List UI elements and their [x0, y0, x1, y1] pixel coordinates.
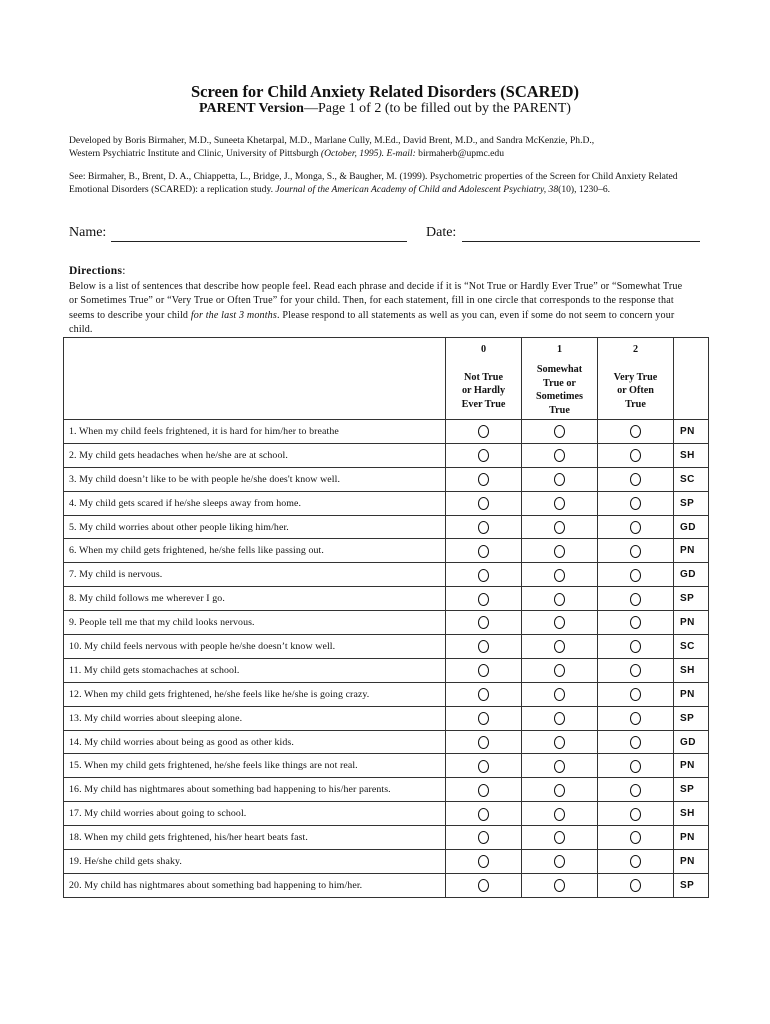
response-cell [522, 754, 598, 778]
response-cell [446, 443, 522, 467]
response-circle-2[interactable] [630, 831, 641, 844]
item-statement: 3. My child doesn’t like to be with people he/she does't know well. [64, 467, 446, 491]
citation-journal: Journal of the American Academy of Child and Adolescent Psychiatry, 38 [275, 184, 559, 195]
response-circle-0[interactable] [478, 712, 489, 725]
response-circle-1[interactable] [554, 449, 565, 462]
response-circle-2[interactable] [630, 497, 641, 510]
response-circle-1[interactable] [554, 760, 565, 773]
subscale-code: SP [674, 873, 709, 897]
table-row [64, 850, 709, 874]
column-score: 0 [480, 344, 487, 355]
response-circle-0[interactable] [478, 664, 489, 677]
table-row [64, 491, 709, 515]
response-cell [598, 611, 674, 635]
header-code-blank [674, 338, 709, 420]
subscale-code: SP [674, 706, 709, 730]
response-circle-1[interactable] [554, 784, 565, 797]
table-row [64, 658, 709, 682]
response-circle-1[interactable] [554, 521, 565, 534]
response-cell [446, 778, 522, 802]
response-circle-2[interactable] [630, 593, 641, 606]
response-cell [446, 563, 522, 587]
subscale-code: GD [674, 563, 709, 587]
response-cell [598, 539, 674, 563]
response-cell [598, 730, 674, 754]
subscale-code: GD [674, 515, 709, 539]
response-cell [522, 658, 598, 682]
response-cell [522, 850, 598, 874]
column-label-line: Not True [464, 371, 503, 383]
response-circle-2[interactable] [630, 569, 641, 582]
response-cell [522, 802, 598, 826]
response-circle-2[interactable] [630, 879, 641, 892]
item-statement: 10. My child feels nervous with people he/she doesn’t know well. [64, 635, 446, 659]
header-col-1 [522, 338, 598, 420]
item-statement: 18. When my child gets frightened, his/her heart beats fast. [64, 826, 446, 850]
response-cell [522, 730, 598, 754]
item-statement: 13. My child worries about sleeping alone. [64, 706, 446, 730]
subscale-code: SP [674, 778, 709, 802]
response-cell [446, 706, 522, 730]
response-cell [522, 563, 598, 587]
response-cell [522, 635, 598, 659]
response-circle-0[interactable] [478, 449, 489, 462]
response-cell [598, 873, 674, 897]
column-label-line: Somewhat [536, 363, 583, 375]
subscale-code: SC [674, 635, 709, 659]
subscale-code: SH [674, 802, 709, 826]
response-circle-0[interactable] [478, 784, 489, 797]
response-circle-0[interactable] [478, 425, 489, 438]
credits-email: birmaherb@upmc.edu [415, 148, 505, 159]
name-date-fields [69, 225, 709, 245]
item-statement: 7. My child is nervous. [64, 563, 446, 587]
subscale-code: SH [674, 658, 709, 682]
response-cell [522, 873, 598, 897]
developer-credits [69, 134, 709, 160]
item-statement: 1. When my child feels frightened, it is hard for him/her to breathe [64, 420, 446, 444]
response-cell [598, 563, 674, 587]
response-circle-2[interactable] [630, 736, 641, 749]
response-cell [446, 850, 522, 874]
name-field[interactable] [111, 241, 407, 242]
response-circle-1[interactable] [554, 879, 565, 892]
response-circle-1[interactable] [554, 855, 565, 868]
response-cell [598, 658, 674, 682]
directions-heading [69, 265, 126, 277]
response-cell [522, 420, 598, 444]
column-score: 1 [556, 344, 563, 355]
response-circle-1[interactable] [554, 616, 565, 629]
table-row [64, 778, 709, 802]
response-cell [522, 539, 598, 563]
response-circle-1[interactable] [554, 640, 565, 653]
header-blank [64, 338, 446, 420]
column-label-line: or Hardly [461, 385, 506, 397]
questionnaire-table [63, 337, 709, 898]
response-cell [446, 658, 522, 682]
item-statement: 19. He/she child gets shaky. [64, 850, 446, 874]
subscale-code: PN [674, 826, 709, 850]
response-cell [446, 826, 522, 850]
response-circle-0[interactable] [478, 831, 489, 844]
credits-date: (October, 1995). E-mail: [320, 148, 416, 159]
subscale-code: SC [674, 467, 709, 491]
column-label-line: Very True [613, 371, 658, 383]
response-cell [598, 802, 674, 826]
subscale-code: PN [674, 754, 709, 778]
item-statement: 14. My child worries about being as good as other kids. [64, 730, 446, 754]
directions-text-1: Below is a list of sentences that describe how people feel. Read each phrase and decide if it is “Not True or Hardly Ever True” or “Somewhat True or Sometimes True” or “Very True or Often True” for your child. Then, for each statement, fill in one circle that corresponds to the response that seems to describe your child [69, 281, 683, 321]
table-row [64, 420, 709, 444]
credits-institute: Western Psychiatric Institute and Clinic, University of Pittsburgh [69, 148, 321, 159]
citation [69, 170, 709, 196]
column-label-line: Sometimes [536, 391, 583, 403]
date-label: Date: [426, 225, 457, 240]
response-circle-1[interactable] [554, 473, 565, 486]
header-col-2 [598, 338, 674, 420]
response-circle-1[interactable] [554, 545, 565, 558]
response-cell [598, 443, 674, 467]
response-circle-2[interactable] [630, 760, 641, 773]
response-circle-2[interactable] [630, 664, 641, 677]
response-circle-0[interactable] [478, 616, 489, 629]
response-cell [446, 515, 522, 539]
response-cell [446, 611, 522, 635]
response-circle-0[interactable] [478, 593, 489, 606]
response-circle-2[interactable] [630, 545, 641, 558]
table-row [64, 730, 709, 754]
response-circle-2[interactable] [630, 712, 641, 725]
response-cell [522, 682, 598, 706]
subscale-code: PN [674, 850, 709, 874]
response-cell [446, 730, 522, 754]
response-circle-0[interactable] [478, 879, 489, 892]
response-cell [598, 515, 674, 539]
response-circle-0[interactable] [478, 569, 489, 582]
directions-title: Directions [69, 265, 123, 277]
response-circle-1[interactable] [554, 664, 565, 677]
table-row [64, 563, 709, 587]
response-cell [598, 635, 674, 659]
item-statement: 9. People tell me that my child looks nervous. [64, 611, 446, 635]
response-cell [598, 850, 674, 874]
directions-timeframe: for the last 3 months [190, 309, 277, 321]
response-circle-2[interactable] [630, 808, 641, 821]
response-circle-0[interactable] [478, 497, 489, 510]
subtitle-page-info: —Page 1 of 2 (to be filled out by the PARENT) [303, 101, 571, 116]
table-row [64, 539, 709, 563]
response-circle-2[interactable] [630, 855, 641, 868]
table-row [64, 515, 709, 539]
response-cell [598, 587, 674, 611]
response-cell [598, 826, 674, 850]
item-statement: 15. When my child gets frightened, he/she feels like things are not real. [64, 754, 446, 778]
response-cell [522, 778, 598, 802]
response-circle-2[interactable] [630, 616, 641, 629]
credits-line-2 [69, 147, 709, 160]
response-cell [446, 754, 522, 778]
response-circle-0[interactable] [478, 640, 489, 653]
item-statement: 17. My child worries about going to school. [64, 802, 446, 826]
response-cell [522, 706, 598, 730]
response-circle-0[interactable] [478, 760, 489, 773]
response-cell [598, 778, 674, 802]
table-row [64, 706, 709, 730]
response-circle-2[interactable] [630, 473, 641, 486]
response-circle-1[interactable] [554, 497, 565, 510]
response-circle-1[interactable] [554, 688, 565, 701]
item-statement: 8. My child follows me wherever I go. [64, 587, 446, 611]
response-circle-0[interactable] [478, 736, 489, 749]
header-col-0 [446, 338, 522, 420]
response-cell [522, 491, 598, 515]
response-circle-0[interactable] [478, 808, 489, 821]
table-row [64, 611, 709, 635]
response-cell [446, 467, 522, 491]
item-statement: 6. When my child gets frightened, he/she fells like passing out. [64, 539, 446, 563]
column-label-line: True [549, 405, 570, 417]
column-label-line: Ever True [461, 399, 506, 411]
response-circle-1[interactable] [554, 808, 565, 821]
directions-colon: : [122, 265, 126, 277]
response-circle-1[interactable] [554, 736, 565, 749]
item-statement: 4. My child gets scared if he/she sleeps away from home. [64, 491, 446, 515]
response-circle-1[interactable] [554, 569, 565, 582]
credits-line-1: Developed by Boris Birmaher, M.D., Suneeta Khetarpal, M.D., Marlane Cully, M.Ed., David Brent, M.D., and Sandra McKenzie, Ph.D., [69, 135, 595, 146]
name-label: Name: [69, 225, 107, 240]
subscale-code: SP [674, 587, 709, 611]
subtitle-version: PARENT Version [199, 101, 304, 116]
item-statement: 16. My child has nightmares about something bad happening to his/her parents. [64, 778, 446, 802]
response-circle-2[interactable] [630, 521, 641, 534]
response-cell [522, 515, 598, 539]
subscale-code: PN [674, 420, 709, 444]
response-circle-1[interactable] [554, 425, 565, 438]
table-row [64, 873, 709, 897]
response-circle-0[interactable] [478, 688, 489, 701]
response-cell [446, 539, 522, 563]
response-cell [446, 635, 522, 659]
item-statement: 5. My child worries about other people liking him/her. [64, 515, 446, 539]
response-cell [522, 826, 598, 850]
subscale-code: PN [674, 682, 709, 706]
column-label-line: True [625, 399, 646, 411]
table-row [64, 635, 709, 659]
item-statement: 11. My child gets stomachaches at school. [64, 658, 446, 682]
response-circle-0[interactable] [478, 545, 489, 558]
response-cell [446, 420, 522, 444]
response-circle-1[interactable] [554, 831, 565, 844]
date-field[interactable] [462, 241, 700, 242]
header-row [64, 338, 709, 420]
response-circle-2[interactable] [630, 784, 641, 797]
response-cell [522, 611, 598, 635]
form-subtitle [0, 101, 770, 117]
item-statement: 2. My child gets headaches when he/she are at school. [64, 443, 446, 467]
response-cell [522, 587, 598, 611]
response-circle-0[interactable] [478, 521, 489, 534]
response-cell [598, 491, 674, 515]
response-cell [598, 420, 674, 444]
table-row [64, 754, 709, 778]
table-row [64, 802, 709, 826]
response-cell [446, 587, 522, 611]
table-row [64, 682, 709, 706]
subscale-code: SH [674, 443, 709, 467]
column-label-line: True or [543, 377, 576, 389]
form-title: Screen for Child Anxiety Related Disorders (SCARED) [190, 82, 580, 101]
directions-text [69, 280, 691, 337]
table-row [64, 443, 709, 467]
table-row [64, 826, 709, 850]
response-cell [598, 467, 674, 491]
response-circle-2[interactable] [630, 640, 641, 653]
response-cell [522, 467, 598, 491]
subscale-code: PN [674, 611, 709, 635]
item-statement: 12. When my child gets frightened, he/she feels like he/she is going crazy. [64, 682, 446, 706]
response-cell [598, 754, 674, 778]
response-cell [598, 682, 674, 706]
response-cell [446, 682, 522, 706]
table-row [64, 587, 709, 611]
subscale-code: SP [674, 491, 709, 515]
column-label-line: or Often [617, 385, 654, 397]
column-score: 2 [632, 344, 639, 355]
table-row [64, 467, 709, 491]
response-cell [598, 706, 674, 730]
citation-text: See: Birmaher, B., Brent, D. A., Chiappetta, L., Bridge, J., Monga, S., & Baugher, M. (1999). Psychometric properties of the Screen for Child Anxiety Related Emotional Disorders (SCARED): a replication study. [69, 171, 678, 195]
response-cell [446, 802, 522, 826]
response-circle-2[interactable] [630, 688, 641, 701]
response-circle-0[interactable] [478, 855, 489, 868]
response-cell [522, 443, 598, 467]
response-cell [446, 873, 522, 897]
subscale-code: PN [674, 539, 709, 563]
response-circle-2[interactable] [630, 449, 641, 462]
citation-pages: (10), 1230–6. [558, 184, 611, 195]
directions-text-2: . Please respond to all statements as well as you can, even if some do not seem to concern your child. [69, 309, 675, 335]
item-statement: 20. My child has nightmares about something bad happening to him/her. [64, 873, 446, 897]
response-cell [446, 491, 522, 515]
response-circle-2[interactable] [630, 425, 641, 438]
subscale-code: GD [674, 730, 709, 754]
response-circle-1[interactable] [554, 712, 565, 725]
response-circle-1[interactable] [554, 593, 565, 606]
response-circle-0[interactable] [478, 473, 489, 486]
